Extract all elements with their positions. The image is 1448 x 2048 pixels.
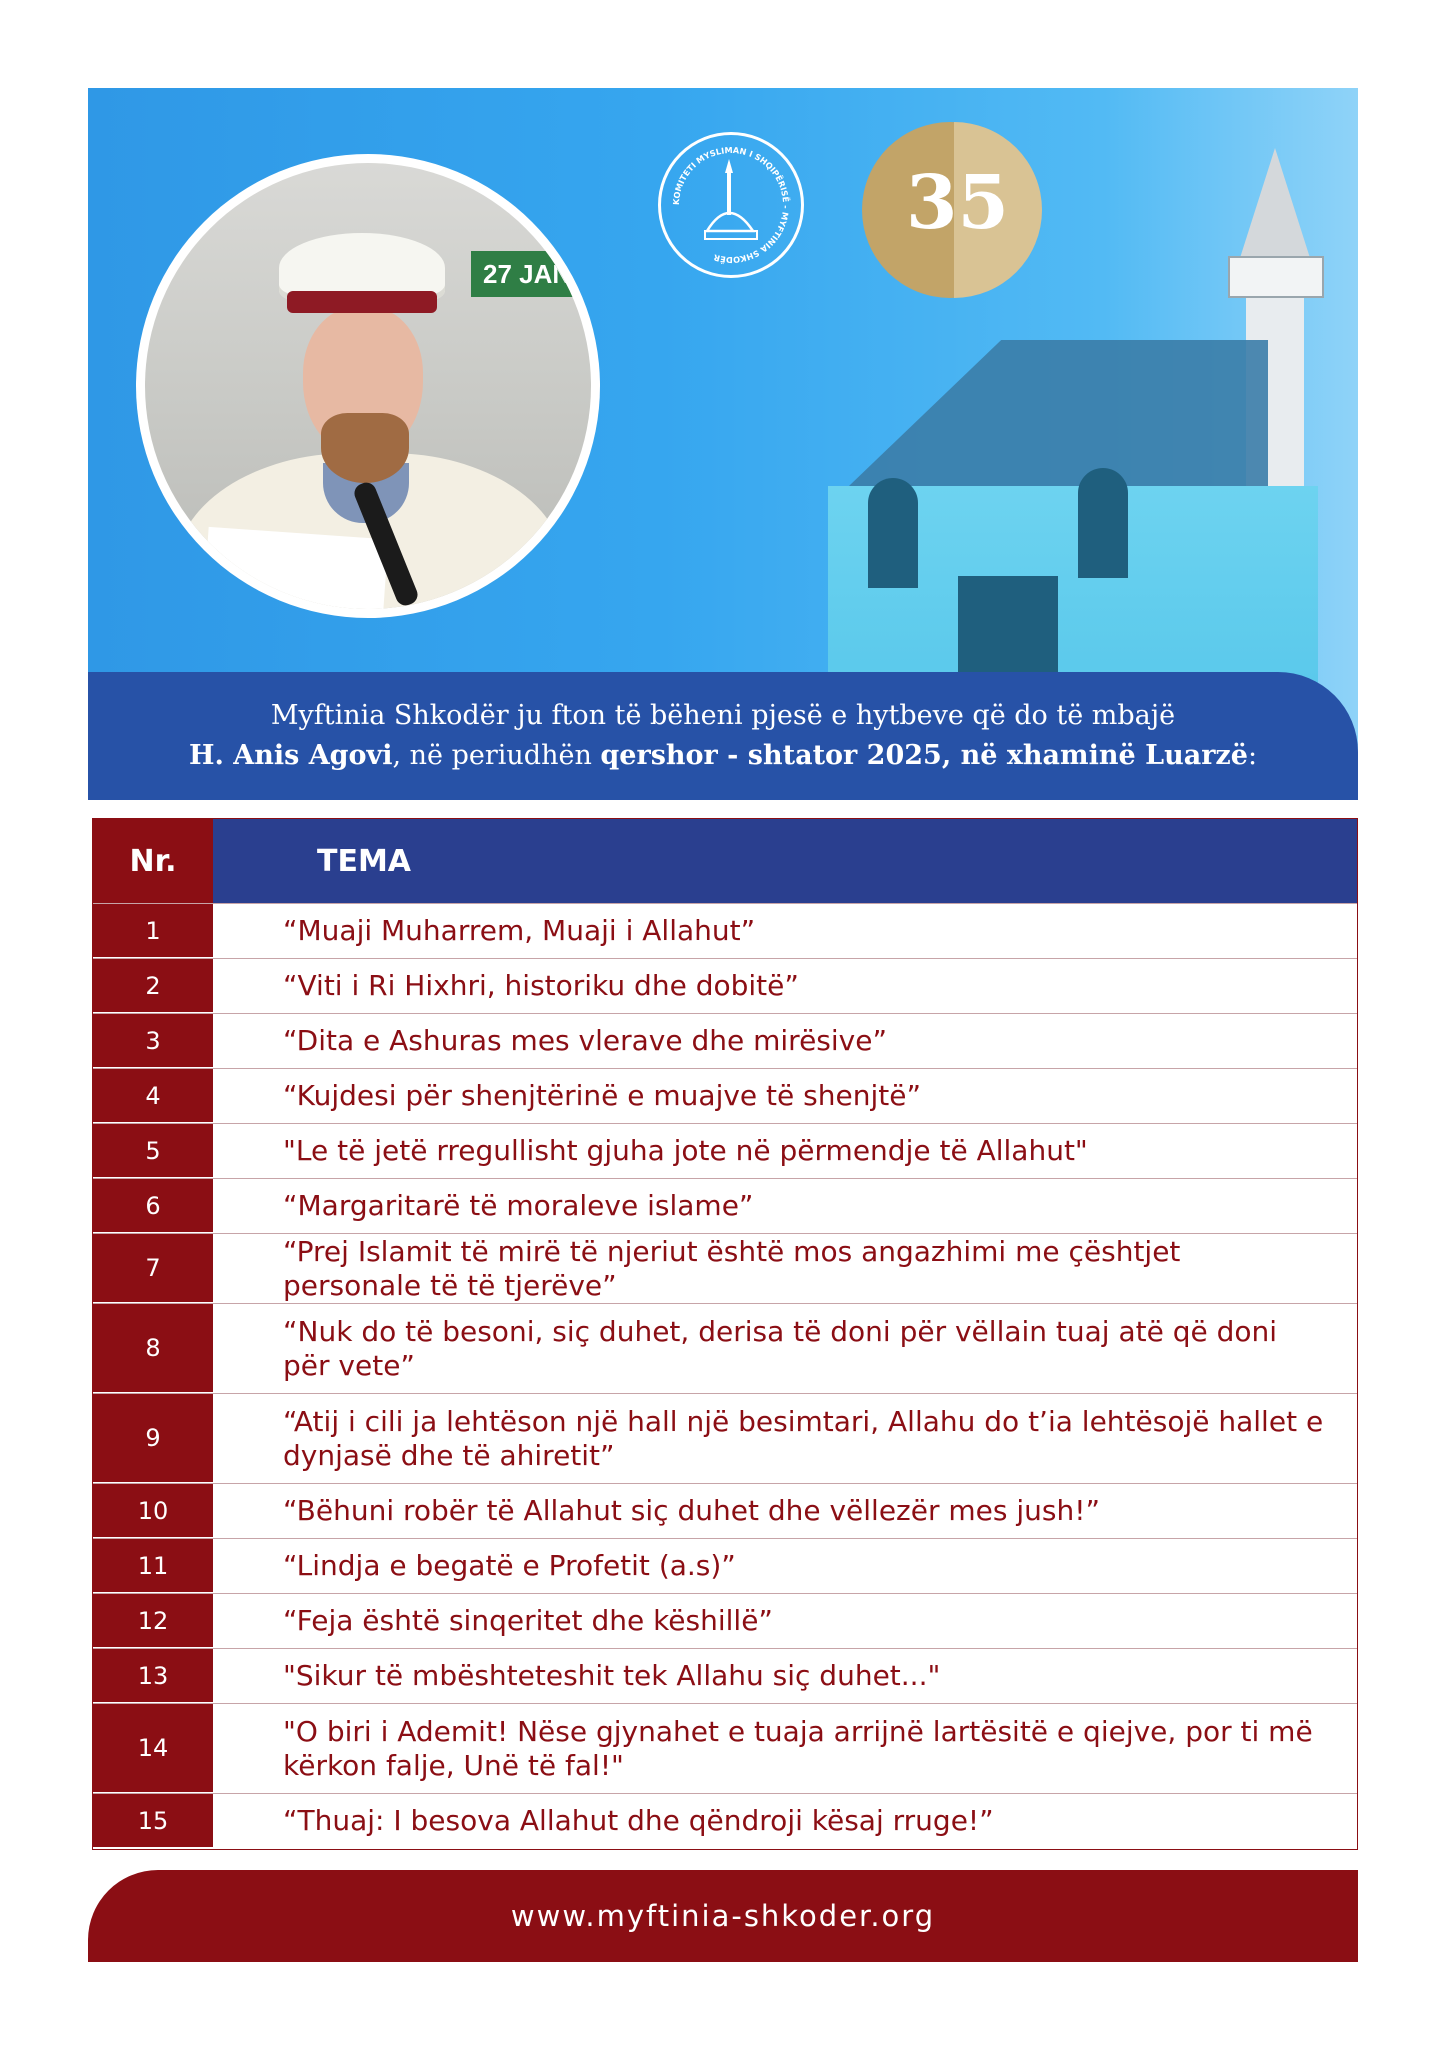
table-row <box>93 1593 1357 1648</box>
website-link[interactable]: www.myftinia-shkoder.org <box>510 1899 936 1933</box>
table-row <box>93 1538 1357 1593</box>
topics-table <box>92 818 1358 1850</box>
row-topic: “Kujdesi për shenjtërinë e muajve të shenjtë” <box>283 1079 921 1112</box>
mosque-window-right <box>1078 468 1128 578</box>
table-row <box>93 1703 1357 1793</box>
row-topic: “Dita e Ashuras mes vlerave dhe mirësive” <box>283 1024 887 1057</box>
row-topic: “Bëhuni robër të Allahut siç duhet dhe vëllezër mes jush!” <box>283 1494 1100 1527</box>
imam-portrait <box>136 154 600 618</box>
invitation-period: qershor - shtator 2025, në xhaminë Luarzë <box>600 740 1248 771</box>
header-banner <box>88 88 1358 800</box>
row-number: 1 <box>93 904 213 958</box>
row-number: 14 <box>93 1704 213 1793</box>
logo-ring-text: KOMITETI MYSLIMAN I SHQIPËRISË - MYFTINIA SHKODËR <box>670 144 792 266</box>
row-number: 9 <box>93 1394 213 1483</box>
invitation-line-2 <box>88 736 1358 776</box>
mosque-window-left <box>868 478 918 588</box>
speaker-name: H. Anis Agovi <box>188 740 393 771</box>
table-row <box>93 903 1357 958</box>
row-topic: “Thuaj: I besova Allahut dhe qëndroji kësaj rruge!” <box>283 1804 994 1837</box>
table-row <box>93 1303 1357 1393</box>
invitation-mid-text: , në periudhën <box>392 740 601 771</box>
row-topic: "O biri i Ademit! Nëse gjynahet e tuaja arrijnë lartësitë e qiejve, por ti më kërkon falje, Unë të fal!" <box>283 1714 1313 1782</box>
column-header-nr: Nr. <box>93 819 213 903</box>
invitation-text-block <box>88 672 1358 800</box>
row-number: 10 <box>93 1484 213 1538</box>
column-header-tema: TEMA <box>213 819 1357 903</box>
row-number: 8 <box>93 1304 213 1393</box>
row-topic: "Le të jetë rregullisht gjuha jote në përmendje të Allahut" <box>283 1134 1088 1167</box>
row-number: 7 <box>93 1234 213 1303</box>
table-row <box>93 958 1357 1013</box>
invitation-colon: : <box>1247 740 1258 771</box>
table-row <box>93 1393 1357 1483</box>
invitation-line-1: Myftinia Shkodër ju fton të bëheni pjesë e hytbeve që do të mbajë <box>270 700 1176 731</box>
cap-band-shape <box>287 291 437 313</box>
anniversary-number: 35 <box>906 160 1009 246</box>
table-row <box>93 1793 1357 1848</box>
row-topic: “Margaritarë të moraleve islame” <box>283 1189 754 1222</box>
row-number: 13 <box>93 1649 213 1703</box>
row-number: 12 <box>93 1594 213 1648</box>
portrait-sign: 27 JANA <box>471 251 591 297</box>
anniversary-35-logo <box>862 122 1038 298</box>
table-row <box>93 1013 1357 1068</box>
table-row <box>93 1123 1357 1178</box>
table-row <box>93 1233 1357 1303</box>
row-topic: "Sikur të mbështeteshit tek Allahu siç duhet..." <box>283 1659 941 1692</box>
row-topic: “Atij i cili ja lehtëson një hall një besimtari, Allahu do t’ia lehtësojë hallet e dynjasë dhe të ahiretit” <box>283 1404 1324 1472</box>
row-number: 3 <box>93 1014 213 1068</box>
row-topic: “Lindja e begatë e Profetit (a.s)” <box>283 1549 736 1582</box>
paper-sheet-shape <box>202 527 389 609</box>
row-number: 15 <box>93 1794 213 1848</box>
table-row <box>93 1178 1357 1233</box>
row-topic: “Muaji Muharrem, Muaji i Allahut” <box>283 914 756 947</box>
row-number: 11 <box>93 1539 213 1593</box>
footer-bar <box>88 1870 1358 1962</box>
table-row <box>93 1068 1357 1123</box>
row-number: 5 <box>93 1124 213 1178</box>
myftinia-logo <box>658 132 804 278</box>
row-topic: “Nuk do të besoni, siç duhet, derisa të doni për vëllain tuaj atë që doni për vete” <box>283 1314 1278 1382</box>
mosque-roof <box>808 340 1268 490</box>
mosque-logo-icon <box>661 135 801 275</box>
table-row <box>93 1648 1357 1703</box>
row-number: 4 <box>93 1069 213 1123</box>
table-row <box>93 1483 1357 1538</box>
row-number: 2 <box>93 959 213 1013</box>
minaret-cone-icon <box>1240 148 1310 258</box>
row-topic: “Viti i Ri Hixhri, historiku dhe dobitë” <box>283 969 799 1002</box>
beard-shape <box>321 413 409 483</box>
portrait-photo <box>145 163 591 609</box>
row-number: 6 <box>93 1179 213 1233</box>
row-topic: “Prej Islamit të mirë të njeriut është mos angazhimi me çështjet personale të të tjerëve” <box>283 1234 1181 1302</box>
table-header <box>93 819 1357 903</box>
row-topic: “Feja është sinqeritet dhe këshillë” <box>283 1604 773 1637</box>
minaret-balcony <box>1228 256 1324 298</box>
